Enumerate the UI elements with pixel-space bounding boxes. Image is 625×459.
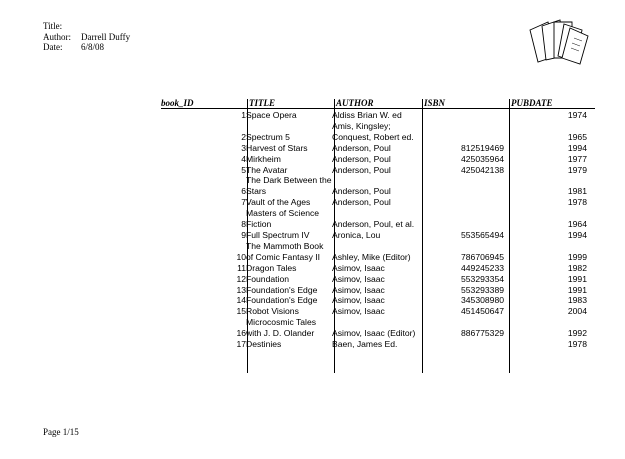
header-pubdate: PUBDATE bbox=[511, 98, 553, 108]
cell-book-id: 1 bbox=[241, 110, 246, 120]
cell-book-id: 11 bbox=[237, 262, 246, 273]
cell-book-id: 5 bbox=[241, 164, 246, 175]
meta-author-label: Author: bbox=[43, 31, 71, 42]
cell-isbn bbox=[418, 197, 504, 208]
cell-isbn: 553293354 bbox=[460, 273, 504, 284]
cell-title: The Dark Between the Stars bbox=[246, 175, 332, 197]
header-title: TITLE bbox=[249, 98, 275, 108]
meta-date-label: Date: bbox=[43, 42, 63, 52]
cell-isbn bbox=[418, 208, 504, 230]
cell-author: Anderson, Poul bbox=[332, 186, 391, 197]
cell-author: Aldiss Brian W. ed bbox=[332, 110, 402, 120]
header-isbn: ISBN bbox=[424, 98, 446, 108]
cell-author: Asimov, Isaac bbox=[332, 306, 385, 317]
cell-isbn: 786706945 bbox=[460, 251, 504, 262]
meta-author-row bbox=[43, 32, 130, 43]
cell-title: Masters of Science Fiction bbox=[246, 208, 320, 230]
cell-pubdate: 1999 bbox=[567, 251, 587, 262]
cell-title: Space Opera bbox=[246, 110, 297, 120]
cell-book-id: 10 bbox=[236, 251, 246, 262]
cell-pubdate: 1978 bbox=[567, 339, 587, 350]
meta-author-value: Darrell Duffy bbox=[81, 31, 131, 42]
cell-title: Microcosmic Tales with J. D. Olander bbox=[246, 317, 317, 339]
cell-pubdate: 1974 bbox=[567, 110, 587, 120]
cell-pubdate: 1981 bbox=[567, 186, 587, 197]
header-book-id: book_ID bbox=[161, 98, 194, 108]
cell-isbn: 553565494 bbox=[460, 229, 504, 240]
cell-pubdate: 1991 bbox=[567, 273, 587, 284]
cell-author: Baen, James Ed. bbox=[332, 339, 398, 350]
cell-author: Anderson, Poul bbox=[332, 197, 391, 208]
table-row bbox=[161, 306, 587, 317]
cell-book-id: 4 bbox=[241, 153, 246, 164]
table-row bbox=[161, 110, 587, 121]
cell-pubdate: 1978 bbox=[567, 197, 587, 208]
cell-pubdate: 2004 bbox=[567, 306, 587, 317]
cell-book-id: 17 bbox=[236, 339, 246, 350]
cell-book-id: 9 bbox=[241, 229, 246, 240]
cell-isbn: 425035964 bbox=[460, 153, 504, 164]
table-row bbox=[161, 241, 587, 263]
report-meta bbox=[43, 21, 130, 53]
cell-pubdate: 1977 bbox=[567, 153, 587, 164]
cell-pubdate: 1991 bbox=[567, 284, 587, 295]
cell-book-id: 12 bbox=[236, 273, 246, 284]
table-row bbox=[161, 121, 587, 143]
cell-pubdate: 1994 bbox=[567, 229, 587, 240]
cell-pubdate: 1964 bbox=[567, 219, 587, 230]
table-row bbox=[161, 295, 587, 306]
cell-isbn bbox=[418, 339, 504, 350]
table-row bbox=[161, 317, 587, 339]
cell-book-id: 13 bbox=[236, 284, 246, 295]
cell-book-id: 8 bbox=[241, 219, 246, 230]
cell-author: Asimov, Isaac bbox=[332, 295, 385, 306]
cell-pubdate: 1982 bbox=[567, 262, 587, 273]
cell-author: Ashley, Mike (Editor) bbox=[332, 251, 411, 262]
cell-title: Spectrum 5 bbox=[246, 131, 290, 142]
cell-title: Vault of the Ages bbox=[246, 197, 311, 208]
cell-author: Anderson, Poul bbox=[332, 142, 391, 153]
meta-title-label: Title: bbox=[43, 21, 63, 31]
header-author: AUTHOR bbox=[336, 98, 374, 108]
cell-book-id: 3 bbox=[241, 142, 246, 153]
cell-isbn: 451450647 bbox=[460, 306, 504, 317]
table-row bbox=[161, 175, 587, 197]
cell-title: The Mammoth Book of Comic Fantasy II bbox=[246, 240, 324, 262]
cell-title: Destinies bbox=[246, 339, 282, 350]
cell-author: Anderson, Poul bbox=[332, 164, 391, 175]
cell-isbn: 812519469 bbox=[460, 142, 504, 153]
cell-title: Robot Visions bbox=[246, 306, 299, 317]
table-row bbox=[161, 339, 587, 350]
cell-isbn: 345308980 bbox=[460, 295, 504, 306]
table-row bbox=[161, 143, 587, 154]
page-number: Page 1/15 bbox=[43, 427, 79, 437]
cell-pubdate: 1979 bbox=[567, 164, 587, 175]
meta-date-row bbox=[43, 42, 130, 53]
meta-date-value: 6/8/08 bbox=[81, 42, 105, 52]
table-row bbox=[161, 165, 587, 176]
cell-author: Anderson, Poul bbox=[332, 153, 391, 164]
papers-stack-icon bbox=[522, 16, 592, 66]
cell-title: Foundation's Edge bbox=[246, 284, 318, 295]
cell-title: Foundation bbox=[246, 273, 290, 284]
cell-title: Mirkheim bbox=[246, 153, 281, 164]
cell-isbn bbox=[418, 175, 504, 197]
cell-title: Full Spectrum IV bbox=[246, 229, 310, 240]
cell-title: The Avatar bbox=[246, 164, 288, 175]
cell-author: Anderson, Poul, et al. bbox=[332, 219, 415, 230]
cell-isbn: 553293389 bbox=[460, 284, 504, 295]
cell-title: Foundation's Edge bbox=[246, 295, 318, 306]
cell-book-id: 15 bbox=[236, 306, 246, 317]
cell-book-id: 14 bbox=[236, 295, 246, 306]
cell-author: Asimov, Isaac bbox=[332, 273, 385, 284]
cell-author: Aronica, Lou bbox=[332, 229, 381, 240]
table-row bbox=[161, 285, 587, 296]
cell-title: Dragon Tales bbox=[246, 262, 297, 273]
table-row bbox=[161, 208, 587, 230]
meta-title-row bbox=[43, 21, 130, 32]
cell-pubdate: 1965 bbox=[567, 131, 587, 142]
header-underline bbox=[161, 108, 595, 109]
cell-pubdate: 1994 bbox=[567, 142, 587, 153]
table-row bbox=[161, 230, 587, 241]
cell-isbn bbox=[418, 110, 504, 121]
cell-book-id: 7 bbox=[241, 197, 246, 208]
cell-author: Amis, Kingsley; Conquest, Robert ed. bbox=[332, 120, 414, 142]
table-row bbox=[161, 274, 587, 285]
books-table bbox=[161, 110, 587, 350]
cell-author: Asimov, Isaac bbox=[332, 284, 385, 295]
cell-book-id: 16 bbox=[236, 328, 246, 339]
table-row bbox=[161, 263, 587, 274]
cell-isbn: 886775329 bbox=[460, 328, 504, 339]
cell-book-id: 2 bbox=[241, 131, 246, 142]
cell-isbn: 449245233 bbox=[460, 262, 504, 273]
cell-author: Asimov, Isaac (Editor) bbox=[332, 328, 416, 339]
cell-isbn bbox=[418, 121, 504, 143]
cell-book-id: 6 bbox=[241, 186, 246, 197]
cell-isbn: 425042138 bbox=[460, 164, 504, 175]
table-row bbox=[161, 154, 587, 165]
cell-pubdate: 1983 bbox=[567, 295, 587, 306]
cell-author: Asimov, Isaac bbox=[332, 262, 385, 273]
cell-title: Harvest of Stars bbox=[246, 142, 308, 153]
cell-pubdate: 1992 bbox=[567, 328, 587, 339]
table-row bbox=[161, 197, 587, 208]
